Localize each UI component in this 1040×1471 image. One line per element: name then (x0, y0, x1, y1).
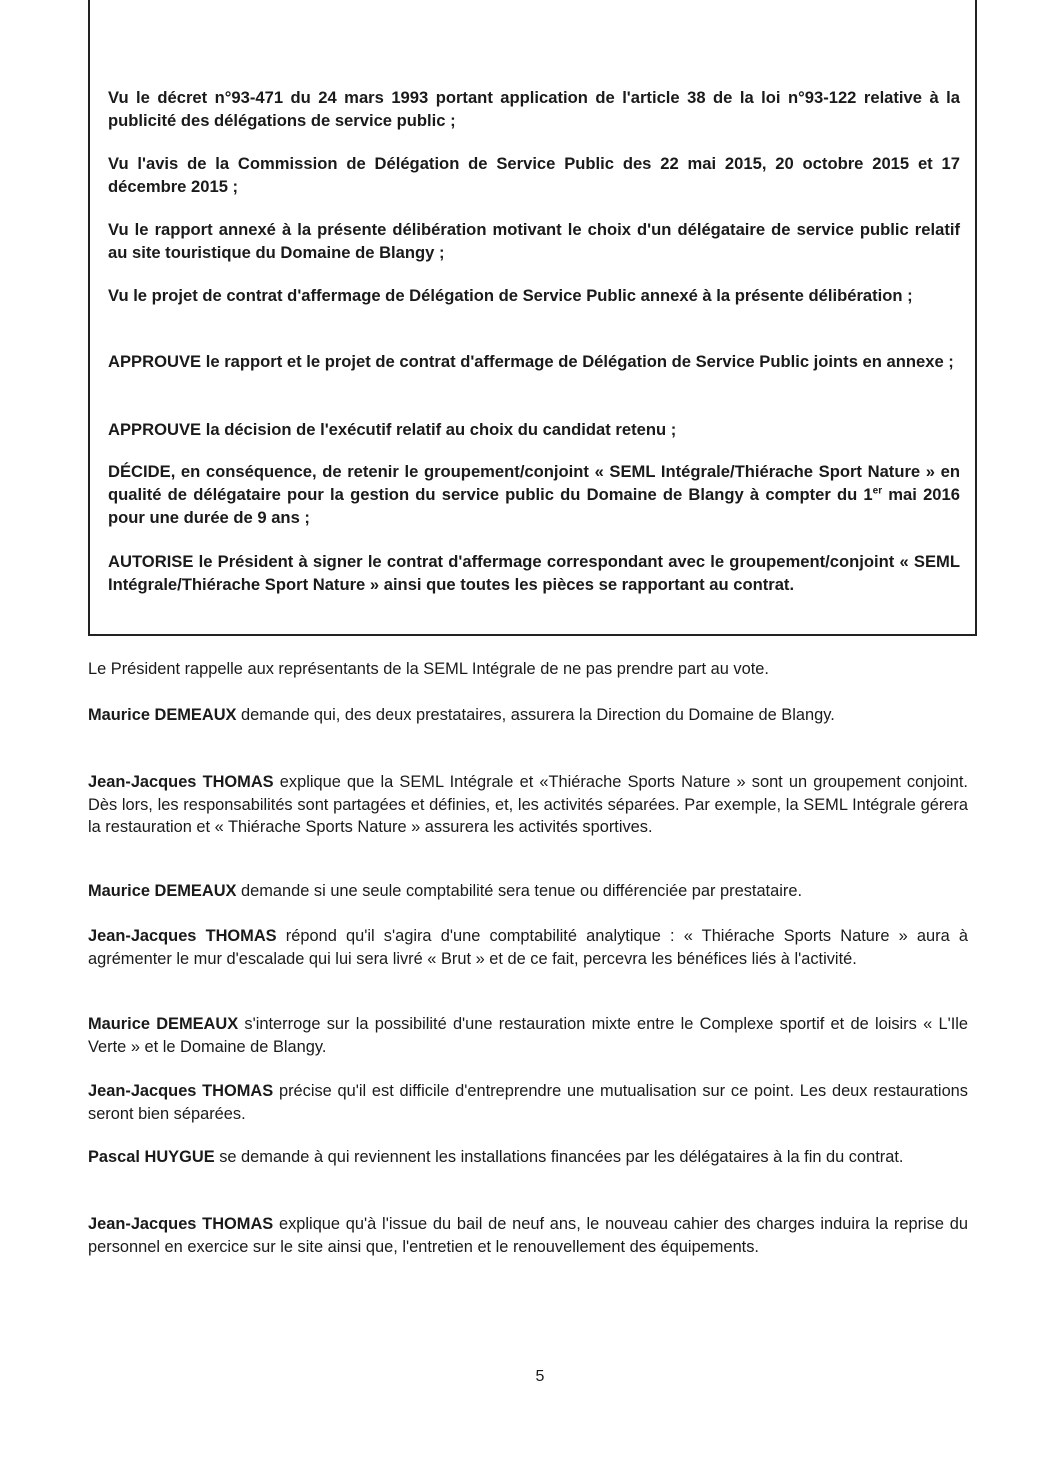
debate-entry (88, 771, 968, 839)
report-paragraph: Vu le rapport annexé à la présente délibération motivant le choix d'un délégataire de service public relatif au site touristique du Domaine de Blangy ; (108, 220, 960, 262)
speaker-name: Jean-Jacques THOMAS (88, 1215, 274, 1233)
debate-entry (88, 1146, 968, 1169)
debate-entry (88, 1213, 968, 1258)
statement-text: explique que la SEML Intégrale et «Thiérache Sports Nature » sont un groupement conjoint. Dès lors, les responsabilités sont partagées et définies, et, les activités séparées. Par exemple, la SEML Intégrale gérera la restauration et « Thiérache Sports Nature » assurera les activités sportives. (88, 773, 968, 836)
statement-text: demande si une seule comptabilité sera tenue ou différenciée par prestataire. (236, 882, 802, 900)
speaker-name: Pascal HUYGUE (88, 1148, 215, 1166)
debate-entry (88, 1013, 968, 1058)
decide-paragraph (108, 460, 960, 529)
debate-entry (88, 1080, 968, 1125)
commission-paragraph: Vu l'avis de la Commission de Délégation de Service Public des 22 mai 2015, 20 octobre 2015 et 17 décembre 2015 ; (108, 154, 960, 196)
debate-entry (88, 880, 968, 903)
statement-text: demande qui, des deux prestataires, assurera la Direction du Domaine de Blangy. (236, 706, 835, 724)
decide-text: DÉCIDE, en conséquence, de retenir le groupement/conjoint « SEML Intégrale/Thiérache Sport Nature » en qualité de délégataire pour la gestion du service public du Domaine de Blangy à compter du 1 (108, 462, 960, 504)
draft-contract-paragraph: Vu le projet de contrat d'affermage de Délégation de Service Public annexé à la présente délibération ; (108, 286, 913, 305)
speaker-name: Jean-Jacques THOMAS (88, 927, 277, 945)
debate-intro: Le Président rappelle aux représentants de la SEML Intégrale de ne pas prendre part au vote. (88, 660, 769, 678)
debate-entry (88, 925, 968, 970)
authorize-paragraph: AUTORISE le Président à signer le contrat d'affermage correspondant avec le groupement/conjoint « SEML Intégrale/Thiérache Sport Nature » ainsi que toutes les pièces se rapportant au contrat. (108, 552, 960, 594)
statement-text: précise qu'il est difficile d'entreprendre une mutualisation sur ce point. Les deux restaurations seront bien séparées. (88, 1082, 968, 1123)
statement-text: répond qu'il s'agira d'une comptabilité analytique : « Thiérache Sports Nature » aura à agrémenter le mur d'escalade qui lui sera livré « Brut » et de ce fait, percevra les bénéfices liés à l'activité. (88, 927, 968, 968)
speaker-name: Maurice DEMEAUX (88, 706, 237, 724)
approve-decision-paragraph: APPROUVE la décision de l'exécutif relatif au choix du candidat retenu ; (108, 420, 677, 439)
statement-text: se demande à qui reviennent les installations financées par les délégataires à la fin du contrat. (214, 1148, 904, 1166)
speaker-name: Maurice DEMEAUX (88, 882, 237, 900)
statement-text: explique qu'à l'issue du bail de neuf ans, le nouveau cahier des charges induira la reprise du personnel en exercice sur le site ainsi que, l'entretien et le renouvellement des équipements. (88, 1215, 968, 1256)
speaker-name: Jean-Jacques THOMAS (88, 773, 274, 791)
statement-text: s'interroge sur la possibilité d'une restauration mixte entre le Complexe sportif et de loisirs « L'Ile Verte » et le Domaine de Blangy. (88, 1015, 969, 1056)
speaker-name: Maurice DEMEAUX (88, 1015, 239, 1033)
ordinal-superscript: er (872, 485, 883, 497)
decide-text-end: mai 2016 pour une durée de 9 ans ; (108, 485, 960, 527)
speaker-name: Jean-Jacques THOMAS (88, 1082, 274, 1100)
approve-report-paragraph: APPROUVE le rapport et le projet de contrat d'affermage de Délégation de Service Public joints en annexe ; (108, 352, 954, 371)
debate-entry (88, 704, 968, 727)
decree-paragraph: Vu le décret n°93-471 du 24 mars 1993 portant application de l'article 38 de la loi n°93-122 relative à la publicité des délégations de service public ; (108, 88, 960, 130)
page-number: 5 (535, 1368, 545, 1385)
